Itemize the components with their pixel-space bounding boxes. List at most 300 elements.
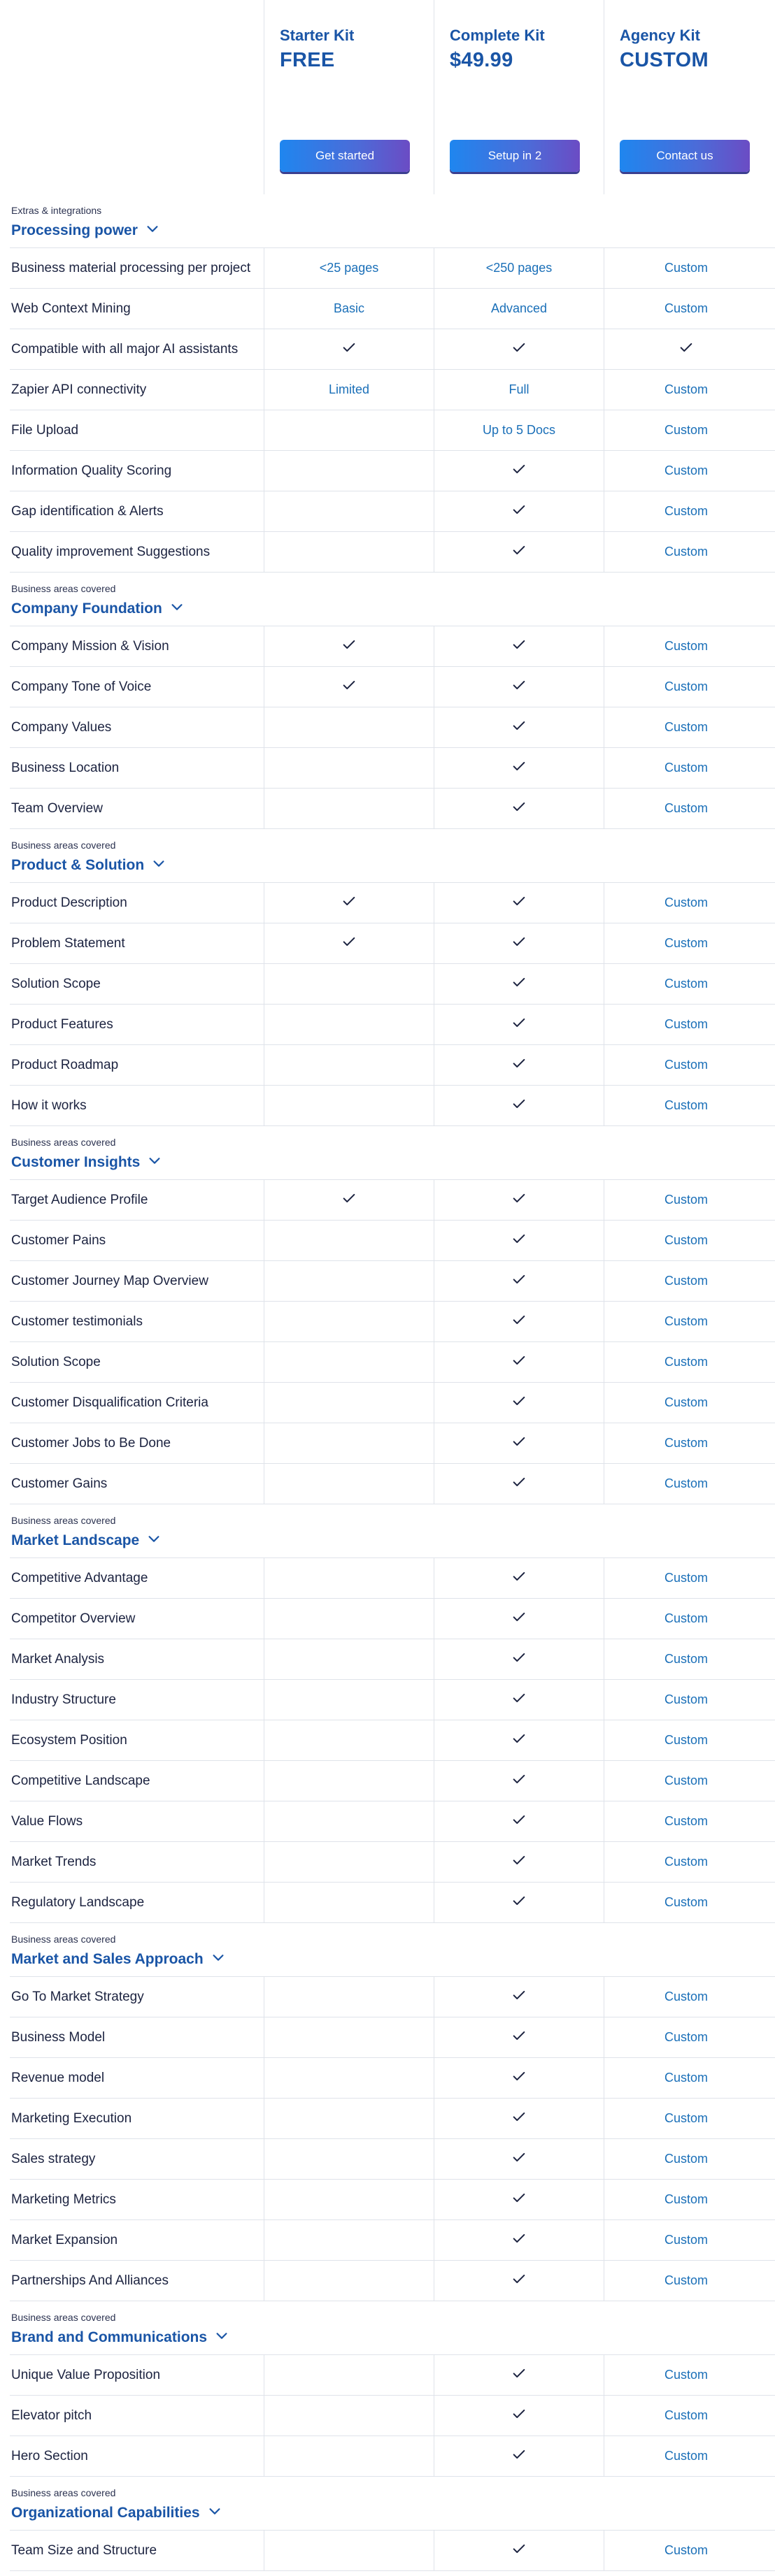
plan-name: Agency Kit [620, 27, 700, 44]
plan-cell: Custom [604, 451, 768, 491]
chevron-down-icon [211, 1950, 226, 1969]
plan-cell: Custom [604, 1302, 768, 1341]
table-row [10, 1599, 775, 1639]
chevron-down-icon [147, 1153, 162, 1172]
feature-label: Customer testimonials [11, 1314, 143, 1329]
table-row [10, 1558, 775, 1599]
feature-label: Market Trends [11, 1854, 97, 1869]
plan-cell [264, 1464, 434, 1504]
feature-label: Product Description [11, 895, 127, 910]
plan-cell [434, 1639, 604, 1679]
table-row [10, 1680, 775, 1720]
check-icon [511, 2366, 527, 2384]
check-icon [511, 758, 527, 777]
plan-cell [434, 1761, 604, 1801]
plan-cell [264, 329, 434, 369]
check-icon [511, 1190, 527, 1209]
plan-price: $49.99 [450, 49, 513, 71]
feature-label: Compatible with all major AI assistants [11, 341, 239, 357]
plan-cell [434, 491, 604, 531]
chevron-down-icon [146, 1531, 162, 1550]
table-row [10, 2531, 775, 2571]
feature-label: Team Size and Structure [11, 2542, 157, 2558]
plan-cell [434, 1261, 604, 1301]
plan-cell [434, 748, 604, 788]
section-title: Product & Solution [11, 857, 145, 873]
chevron-down-icon [145, 221, 160, 240]
check-icon [511, 718, 527, 737]
feature-label: Gap identification & Alerts [11, 503, 164, 519]
plan-cell [264, 789, 434, 828]
plan-cell [264, 1342, 434, 1382]
plan-cell [264, 2017, 434, 2057]
plan-cell [434, 2220, 604, 2260]
plan-cell [434, 1302, 604, 1341]
plan-cell [434, 1045, 604, 1085]
plan-agency [604, 0, 774, 194]
plan-cell: Custom [604, 789, 768, 828]
plan-cell [264, 748, 434, 788]
check-icon [511, 799, 527, 818]
section-header [10, 1126, 775, 1180]
plan-cell [264, 1302, 434, 1341]
check-icon [511, 2028, 527, 2047]
table-row [10, 923, 775, 964]
plan-cell: Custom [604, 1680, 768, 1720]
plan-cell [264, 1842, 434, 1882]
plan-cell [264, 2139, 434, 2179]
feature-table [10, 194, 775, 2571]
section-header [10, 2301, 775, 2355]
plan-cell [264, 2180, 434, 2219]
table-row [10, 329, 775, 370]
plan-cell [434, 1464, 604, 1504]
table-row [10, 1423, 775, 1464]
plan-cell: Custom [604, 2261, 768, 2301]
plan-cell [264, 2220, 434, 2260]
plan-cell: Custom [604, 1720, 768, 1760]
table-row [10, 532, 775, 573]
plan-cell [434, 2139, 604, 2179]
check-icon [511, 2109, 527, 2128]
feature-label: Business material processing per project [11, 260, 251, 275]
plan-cell: Custom [604, 2436, 768, 2476]
plan-cell [434, 2017, 604, 2057]
feature-label: Problem Statement [11, 935, 125, 951]
table-row [10, 1180, 775, 1221]
section-subtitle: Business areas covered [11, 2487, 116, 2498]
plan-cell [434, 1720, 604, 1760]
table-row [10, 1977, 775, 2017]
plan-cell: Custom [604, 2355, 768, 2395]
section-subtitle: Business areas covered [11, 840, 116, 851]
plan-cell [434, 1383, 604, 1423]
plan-cell [434, 2099, 604, 2138]
feature-label: Market Analysis [11, 1651, 105, 1667]
plan-cell: Basic [264, 289, 434, 329]
table-row [10, 289, 775, 329]
table-row [10, 2355, 775, 2396]
plan-cell [434, 1599, 604, 1639]
check-icon [511, 974, 527, 993]
check-icon [511, 893, 527, 912]
check-icon [511, 1393, 527, 1412]
feature-label: Value Flows [11, 1813, 83, 1829]
plan-cell: Custom [604, 2017, 768, 2057]
check-icon [341, 340, 357, 359]
feature-label: Sales strategy [11, 2151, 96, 2166]
plans-header [10, 0, 775, 194]
feature-label: Customer Disqualification Criteria [11, 1395, 208, 1410]
plan-cell [434, 923, 604, 963]
section-toggle[interactable] [11, 1153, 162, 1172]
check-icon [511, 1987, 527, 2006]
plan-cell [434, 2531, 604, 2570]
check-icon [511, 934, 527, 953]
plan-cell: Custom [604, 2139, 768, 2179]
feature-label: Marketing Metrics [11, 2192, 116, 2207]
plan-cell [264, 1261, 434, 1301]
plan-cell: Custom [604, 2396, 768, 2435]
table-row [10, 1045, 775, 1086]
plan-complete [434, 0, 604, 194]
section-header [10, 194, 775, 248]
plan-cell [264, 1639, 434, 1679]
table-row [10, 248, 775, 289]
plan-cell: Advanced [434, 289, 604, 329]
plan-cell: Custom [604, 1086, 768, 1125]
feature-label: Team Overview [11, 800, 103, 816]
plan-cell [434, 626, 604, 666]
plan-cell: Custom [604, 1261, 768, 1301]
feature-label: Competitive Landscape [11, 1773, 150, 1788]
plan-cell [264, 2436, 434, 2476]
plan-cell: <250 pages [434, 248, 604, 288]
feature-label: Unique Value Proposition [11, 2367, 161, 2382]
feature-label: Customer Pains [11, 1232, 106, 1248]
plan-cell [434, 1842, 604, 1882]
table-row [10, 707, 775, 748]
check-icon [511, 1353, 527, 1372]
plan-cell [264, 707, 434, 747]
plan-cell: Full [434, 370, 604, 410]
check-icon [511, 2231, 527, 2250]
check-icon [511, 1812, 527, 1831]
table-row [10, 1086, 775, 1126]
plan-cell: Custom [604, 2180, 768, 2219]
table-row [10, 2017, 775, 2058]
feature-label: Elevator pitch [11, 2408, 92, 2423]
section-subtitle: Business areas covered [11, 583, 116, 594]
plan-cell: Custom [604, 2058, 768, 2098]
plan-cell: Custom [604, 289, 768, 329]
table-row [10, 451, 775, 491]
feature-label: Solution Scope [11, 976, 101, 991]
plan-cell [264, 667, 434, 707]
plan-cell: Custom [604, 1558, 768, 1598]
plan-cell [264, 883, 434, 923]
feature-label: File Upload [11, 422, 79, 438]
plan-cell: Custom [604, 1639, 768, 1679]
check-icon [511, 1893, 527, 1912]
plan-cell: Custom [604, 923, 768, 963]
table-row [10, 1005, 775, 1045]
plan-cell [434, 2180, 604, 2219]
table-row [10, 2220, 775, 2261]
section-header [10, 1504, 775, 1558]
check-icon [511, 677, 527, 696]
feature-label: Business Model [11, 2029, 106, 2045]
check-icon [341, 637, 357, 656]
plan-cell [264, 2531, 434, 2570]
check-icon [511, 1731, 527, 1750]
contact-us-button[interactable]: Contact us [620, 140, 750, 172]
table-row [10, 491, 775, 532]
table-row [10, 1883, 775, 1923]
plan-cell [434, 964, 604, 1004]
plan-starter [264, 0, 434, 194]
section-subtitle: Business areas covered [11, 1137, 116, 1148]
check-icon [511, 1434, 527, 1453]
plan-cell [264, 2058, 434, 2098]
plan-cell [434, 1977, 604, 2017]
plan-cell: Custom [604, 491, 768, 531]
plan-cell [264, 1045, 434, 1085]
table-row [10, 1801, 775, 1842]
plan-cell [264, 1801, 434, 1841]
plan-cell: Custom [604, 1977, 768, 2017]
check-icon [511, 1609, 527, 1628]
table-row [10, 370, 775, 410]
plan-cell [264, 964, 434, 1004]
plan-cell: Custom [604, 2099, 768, 2138]
section-subtitle: Business areas covered [11, 1515, 116, 1526]
plan-price: FREE [280, 49, 335, 71]
check-icon [511, 2190, 527, 2209]
check-icon [511, 542, 527, 561]
plan-cell [264, 451, 434, 491]
plan-cell [264, 1720, 434, 1760]
table-row [10, 2436, 775, 2477]
table-row [10, 748, 775, 789]
section-title: Market and Sales Approach [11, 1951, 204, 1967]
section-subtitle: Business areas covered [11, 1934, 116, 1945]
plan-price: CUSTOM [620, 49, 709, 71]
feature-label: Customer Gains [11, 1476, 108, 1491]
feature-label: Competitor Overview [11, 1611, 136, 1626]
section-header [10, 573, 775, 626]
get-started-button[interactable]: Get started [280, 140, 410, 172]
plan-cell: Up to 5 Docs [434, 410, 604, 450]
check-icon [511, 1272, 527, 1290]
table-row [10, 667, 775, 707]
feature-label: Customer Journey Map Overview [11, 1273, 208, 1288]
table-row [10, 1221, 775, 1261]
feature-label: Customer Jobs to Be Done [11, 1435, 171, 1451]
plan-cell: Custom [604, 1342, 768, 1382]
plan-cell [434, 883, 604, 923]
chevron-down-icon [214, 2328, 229, 2347]
plan-cell [264, 532, 434, 572]
table-row [10, 1639, 775, 1680]
check-icon [511, 340, 527, 359]
plan-cell [434, 2355, 604, 2395]
plan-cell: Custom [604, 1383, 768, 1423]
check-icon [341, 677, 357, 696]
check-icon [511, 461, 527, 480]
section-title: Company Foundation [11, 600, 162, 617]
plan-cell: Custom [604, 626, 768, 666]
check-icon [511, 1056, 527, 1074]
section-title: Organizational Capabilities [11, 2505, 200, 2521]
plan-cell [434, 1180, 604, 1220]
plan-cell: Custom [604, 1464, 768, 1504]
check-icon [511, 2068, 527, 2087]
feature-label: Product Features [11, 1016, 113, 1032]
table-row [10, 2396, 775, 2436]
section-subtitle: Business areas covered [11, 2312, 116, 2323]
plan-cell: Custom [604, 1423, 768, 1463]
plan-cell [264, 410, 434, 450]
table-row [10, 1261, 775, 1302]
section-title: Brand and Communications [11, 2329, 208, 2345]
section-header [10, 829, 775, 883]
plan-name: Complete Kit [450, 27, 545, 44]
feature-label: Hero Section [11, 2448, 88, 2463]
table-row [10, 2139, 775, 2180]
feature-label: Competitive Advantage [11, 1570, 148, 1585]
check-icon [511, 1096, 527, 1115]
table-row [10, 2058, 775, 2099]
check-icon [511, 1312, 527, 1331]
section-toggle[interactable] [11, 2503, 222, 2523]
plan-cell [434, 1221, 604, 1260]
feature-label: Partnerships And Alliances [11, 2273, 169, 2288]
section-toggle[interactable] [11, 1531, 162, 1550]
plan-cell [434, 2436, 604, 2476]
table-row [10, 1383, 775, 1423]
section-toggle[interactable] [11, 2328, 229, 2347]
feature-label: Product Roadmap [11, 1057, 119, 1072]
check-icon [341, 1190, 357, 1209]
plan-cell [434, 532, 604, 572]
plan-cell: Custom [604, 2220, 768, 2260]
plan-cell [264, 1761, 434, 1801]
chevron-down-icon [207, 2503, 222, 2523]
table-row [10, 1720, 775, 1761]
setup-button[interactable]: Setup in 2 [450, 140, 580, 172]
plan-cell: <25 pages [264, 248, 434, 288]
plan-cell [264, 1383, 434, 1423]
plan-cell [434, 667, 604, 707]
table-row [10, 1342, 775, 1383]
plan-cell [264, 626, 434, 666]
plan-cell [264, 1086, 434, 1125]
plan-cell [264, 1180, 434, 1220]
plan-cell [264, 2355, 434, 2395]
feature-label: Company Mission & Vision [11, 638, 169, 654]
feature-label: Industry Structure [11, 1692, 116, 1707]
plan-cell [264, 1599, 434, 1639]
plan-name: Starter Kit [280, 27, 355, 44]
table-row [10, 626, 775, 667]
table-row [10, 1842, 775, 1883]
plan-cell [264, 1883, 434, 1922]
table-row [10, 964, 775, 1005]
plan-cell [434, 1883, 604, 1922]
check-icon [511, 1015, 527, 1034]
plan-cell: Custom [604, 964, 768, 1004]
feature-label: How it works [11, 1098, 87, 1113]
table-row [10, 2099, 775, 2139]
check-icon [511, 1474, 527, 1493]
plan-cell: Custom [604, 1599, 768, 1639]
table-row [10, 1302, 775, 1342]
check-icon [678, 340, 694, 359]
plan-cell: Limited [264, 370, 434, 410]
check-icon [511, 1771, 527, 1790]
plan-cell [434, 451, 604, 491]
check-icon [511, 2271, 527, 2290]
plan-cell: Custom [604, 1005, 768, 1044]
plan-cell: Custom [604, 1842, 768, 1882]
check-icon [511, 1650, 527, 1669]
plan-cell: Custom [604, 410, 768, 450]
feature-label: Zapier API connectivity [11, 382, 147, 397]
section-toggle[interactable] [11, 221, 160, 240]
plan-cell [264, 1680, 434, 1720]
plan-cell [434, 1086, 604, 1125]
plan-cell: Custom [604, 748, 768, 788]
check-icon [511, 2150, 527, 2168]
check-icon [341, 934, 357, 953]
section-subtitle: Extras & integrations [11, 205, 102, 216]
check-icon [511, 502, 527, 521]
feature-label: Revenue model [11, 2070, 105, 2085]
table-row [10, 2180, 775, 2220]
feature-label: Solution Scope [11, 1354, 101, 1369]
plan-cell [264, 2396, 434, 2435]
plan-cell: Custom [604, 1761, 768, 1801]
section-toggle[interactable] [11, 1950, 226, 1969]
plan-cell: Custom [604, 532, 768, 572]
section-toggle[interactable] [11, 599, 185, 619]
table-row [10, 1761, 775, 1801]
plan-cell [434, 1558, 604, 1598]
feature-label: Market Expansion [11, 2232, 118, 2247]
feature-label: Target Audience Profile [11, 1192, 148, 1207]
check-icon [511, 1852, 527, 1871]
table-row [10, 2261, 775, 2301]
plan-cell [264, 1977, 434, 2017]
table-row [10, 883, 775, 923]
plan-cell: Custom [604, 370, 768, 410]
check-icon [511, 1690, 527, 1709]
check-icon [511, 1231, 527, 1250]
plan-cell [434, 789, 604, 828]
check-icon [341, 893, 357, 912]
plan-cell [434, 2058, 604, 2098]
feature-label: Ecosystem Position [11, 1732, 127, 1748]
feature-label: Marketing Execution [11, 2110, 132, 2126]
plan-cell: Custom [604, 883, 768, 923]
plan-cell [264, 491, 434, 531]
table-row [10, 410, 775, 451]
section-toggle[interactable] [11, 856, 166, 875]
plan-cell: Custom [604, 667, 768, 707]
section-title: Market Landscape [11, 1532, 140, 1548]
plan-cell: Custom [604, 1801, 768, 1841]
